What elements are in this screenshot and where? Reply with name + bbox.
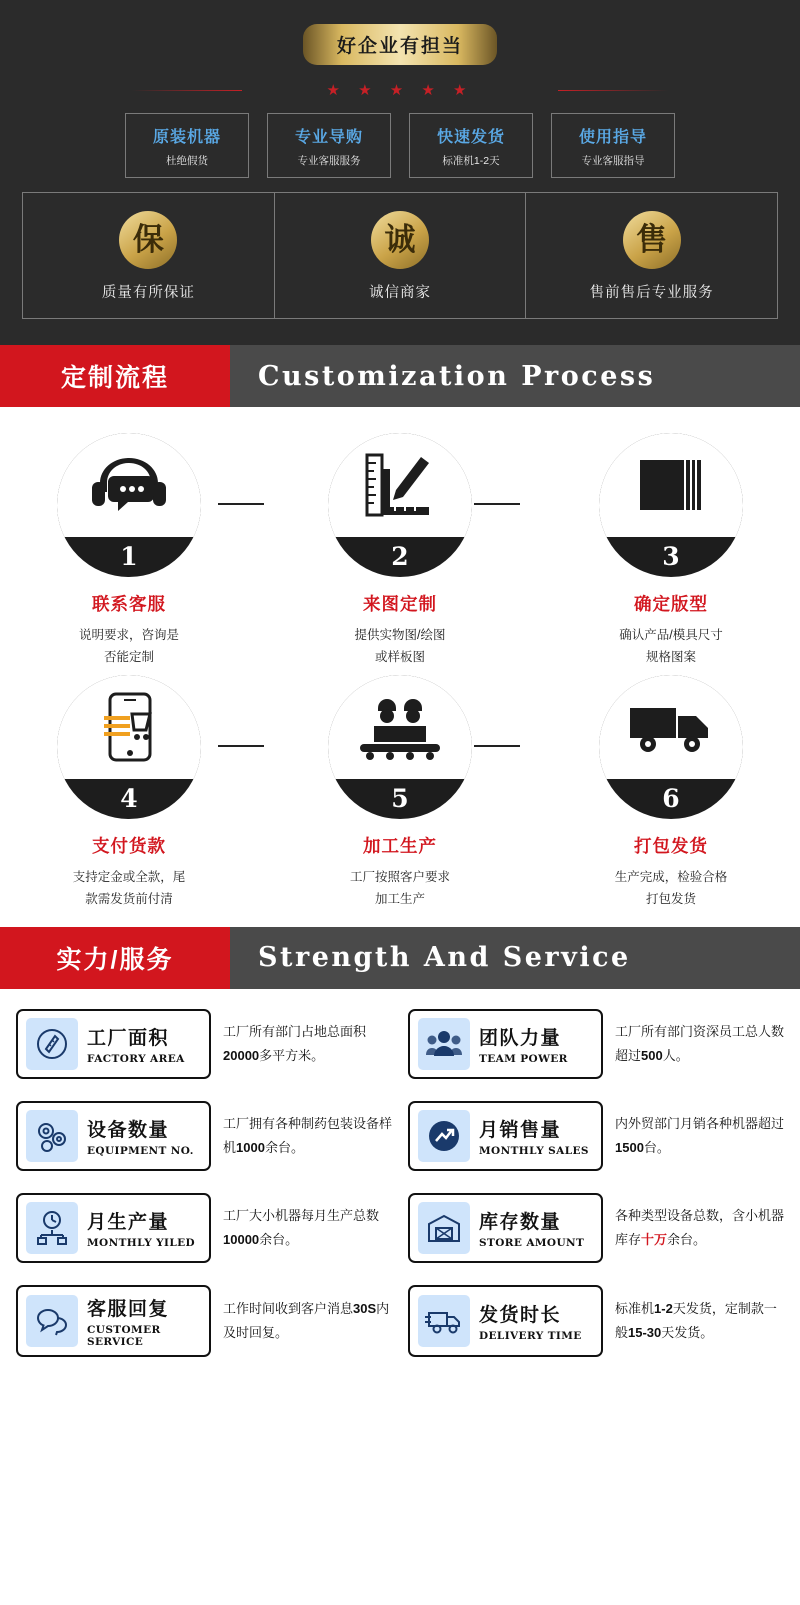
strength-labels [87,1023,185,1065]
promise-box [125,113,249,178]
process-step-title: 支付货款 [92,835,166,856]
process-step-number: 5 [391,783,409,813]
process-step-circle [328,433,472,577]
banner-title: 好企业有担当 [303,24,497,65]
strength-item [408,1009,784,1079]
strength-item [408,1101,784,1171]
strength-description: 工厂所有部门资深员工总人数超过500人。 [615,1024,785,1063]
process-header-cn: 定制流程 [0,345,230,407]
strength-label-cn: 发货时长 [479,1304,562,1326]
strength-badge [16,1193,211,1263]
promise-main: 原装机器 [152,129,221,146]
strength-label-cn: 客服回复 [87,1298,170,1320]
headset-chat-icon [57,433,201,537]
strength-label-cn: 库存数量 [479,1211,562,1233]
strength-description: 工厂所有部门占地总面积20000多平方米。 [223,1024,367,1063]
promise-main: 专业导购 [294,129,363,146]
strength-header-cn: 实力/服务 [0,927,230,989]
process-row-1 [22,433,778,669]
process-section-header [0,345,800,407]
process-step-desc [22,867,236,911]
process-step-desc-line: 加工生产 [374,891,425,906]
process-step-number: 3 [662,542,680,571]
process-step-circle [328,675,472,819]
strength-label-en: STORE AMOUNT [479,1236,585,1249]
promise-sub: 专业客服指导 [581,155,645,167]
process-step [22,675,236,911]
promise-box [551,113,675,178]
strength-label-cn: 月销售量 [479,1119,562,1141]
process-step [293,433,507,669]
strength-badge [16,1101,211,1171]
strength-description: 工厂拥有各种制药包装设备样机1000余台。 [223,1116,393,1155]
assurance-seal: 售 [623,211,681,269]
assurance-seal: 诚 [371,211,429,269]
strength-section [0,989,800,1383]
strength-badge [408,1193,603,1263]
process-step-desc-line: 确认产品/模具尺寸 [619,628,723,642]
strength-labels [87,1207,195,1249]
process-step-circle [599,433,743,577]
assurance-box [23,193,275,318]
process-step-desc-line: 提供实物图/绘图 [354,628,446,642]
process-step-desc-line: 或样板图 [374,649,425,664]
assurance-seal: 保 [119,211,177,269]
strength-label-en: FACTORY AREA [87,1052,185,1065]
strength-badge [16,1009,211,1079]
strength-item [408,1285,784,1357]
process-step-desc-line: 生产完成，检验合格 [614,869,728,884]
strength-labels [479,1300,582,1342]
strength-item [16,1193,392,1263]
promise-box [267,113,391,178]
strength-label-en: MONTHLY YILED [87,1236,196,1249]
process-step-desc [564,625,778,669]
promise-row [22,113,778,178]
promise-main: 快速发货 [436,129,505,146]
promise-sub: 专业客服服务 [297,155,361,167]
promise-sub: 标准机1-2天 [442,155,500,167]
strength-labels [479,1207,584,1249]
strength-item [408,1193,784,1263]
process-step-circle [57,433,201,577]
process-header-en: Customization Process [230,345,800,407]
process-step-number: 2 [391,542,409,571]
assurance-row [22,192,778,319]
monthly-yield-icon [26,1202,78,1254]
process-step-title: 来图定制 [363,594,437,614]
strength-item [16,1285,392,1357]
process-step-title: 联系客服 [92,594,166,614]
promise-box [409,113,533,178]
strength-label-cn: 团队力量 [479,1027,562,1049]
strength-label-cn: 月生产量 [87,1211,170,1233]
factory-workers-icon [328,675,472,779]
strength-label-en: EQUIPMENT NO. [87,1144,194,1157]
strength-labels [479,1115,589,1157]
equipment-gears-icon [26,1110,78,1162]
strength-label-en: DELIVERY TIME [479,1329,582,1342]
process-section [0,407,800,927]
process-step-desc-line: 支持定金或全款，尾 [72,869,186,884]
promise-main: 使用指导 [578,129,647,146]
strength-item [16,1101,392,1171]
monthly-sales-icon [418,1110,470,1162]
strength-section-header [0,927,800,989]
customer-service-icon [26,1295,78,1347]
process-step-title: 打包发货 [634,835,708,856]
process-step [564,433,778,669]
process-step-desc-line: 款需发货前付清 [85,891,173,906]
process-step-number: 1 [120,542,138,571]
process-step-desc-line: 打包发货 [645,891,696,906]
strength-label-cn: 工厂面积 [87,1027,170,1049]
process-step-desc-line: 否能定制 [103,649,154,664]
star-rating: ★ ★ ★ ★ ★ [22,81,778,99]
process-row-2 [22,675,778,911]
strength-labels [479,1023,568,1065]
strength-header-en: Strength And Service [230,927,800,989]
ruler-pencil-icon [328,433,472,537]
strength-item [16,1009,392,1079]
factory-area-icon [26,1018,78,1070]
strength-badge [408,1101,603,1171]
process-step-title: 确定版型 [634,594,708,614]
strength-badge [408,1285,603,1357]
strength-label-en: CUSTOMER SERVICE [87,1323,161,1348]
strength-badge [16,1285,211,1357]
banner-title-wrap [22,24,778,65]
delivery-time-icon [418,1295,470,1347]
strength-description: 工厂大小机器每月生产总数10000余台。 [223,1208,380,1247]
process-step-desc [293,867,507,911]
strength-description: 内外贸部门月销各种机器超过1500台。 [615,1116,785,1155]
strength-badge [408,1009,603,1079]
process-step-desc [293,625,507,669]
process-step-circle [57,675,201,819]
process-step-desc-line: 说明要求，咨询是 [78,628,179,642]
strength-description: 标准机1-2天发货，定制款一般15-30天发货。 [615,1301,777,1340]
process-step-desc-line: 规格图案 [645,649,696,664]
trust-banner [0,0,800,345]
strength-grid [16,1009,784,1357]
strength-label-en: MONTHLY SALES [479,1144,589,1157]
assurance-text: 质量有所保证 [101,285,195,301]
process-step-number: 6 [662,783,680,813]
strength-description: 工作时间收到客户消息30S内及时回复。 [223,1301,390,1340]
process-step-number: 4 [120,783,138,813]
assurance-box [275,193,527,318]
process-step [293,675,507,911]
store-amount-icon [418,1202,470,1254]
mobile-payment-icon [57,675,201,779]
process-step-circle [599,675,743,819]
team-power-icon [418,1018,470,1070]
assurance-box [526,193,777,318]
strength-description: 各种类型设备总数，含小机器库存十万余台。 [615,1208,785,1247]
process-step-title: 加工生产 [363,835,437,856]
process-step [22,433,236,669]
delivery-truck-icon [599,675,743,779]
strength-label-en: TEAM POWER [479,1052,568,1065]
assurance-text: 售前售后专业服务 [589,285,714,301]
process-step [564,675,778,911]
strength-labels [87,1294,201,1348]
book-template-icon [599,433,743,537]
process-step-desc [22,625,236,669]
promise-sub: 杜绝假货 [166,155,208,167]
process-step-desc [564,867,778,911]
assurance-text: 诚信商家 [369,285,431,301]
strength-labels [87,1115,194,1157]
process-step-desc-line: 工厂按照客户要求 [349,869,450,884]
strength-label-cn: 设备数量 [87,1119,170,1141]
